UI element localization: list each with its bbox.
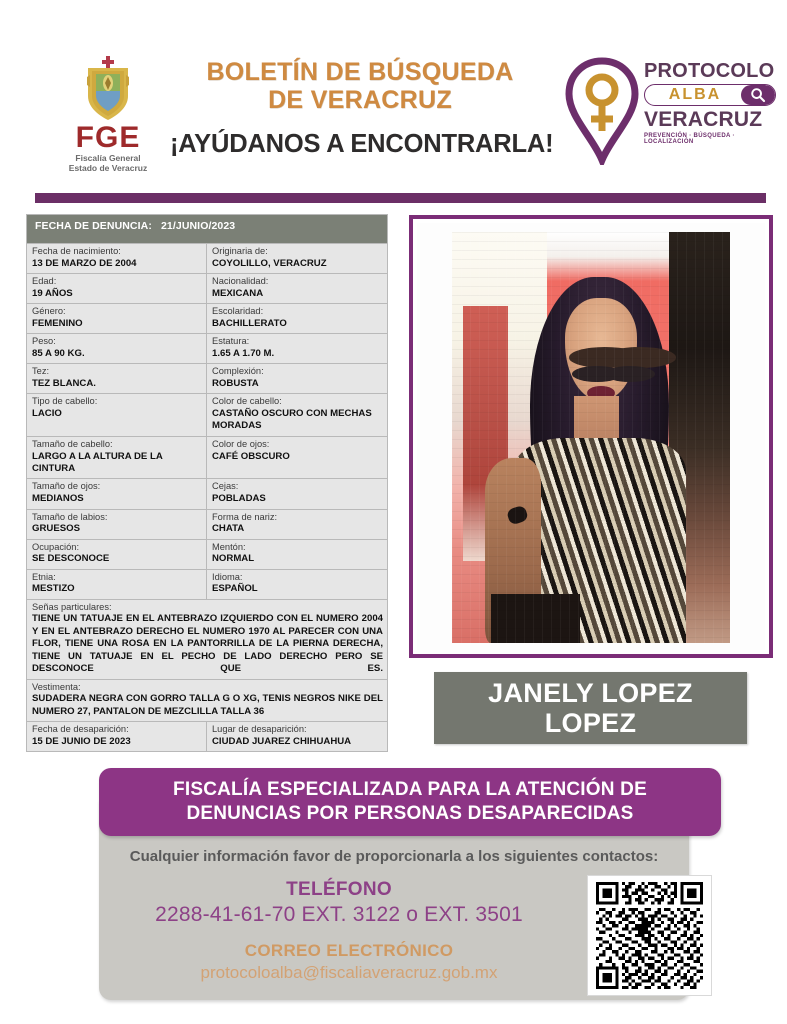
field-value: COYOLILLO, VERACRUZ — [212, 257, 327, 269]
table-cell — [27, 437, 207, 479]
field-value: MEDIANOS — [32, 493, 84, 505]
protocolo-alba-logo — [560, 55, 776, 167]
field-label: Tamaño de ojos: — [32, 481, 101, 492]
table-cell — [27, 479, 207, 508]
field-value: ROBUSTA — [212, 377, 259, 389]
field-label: Ocupación: — [32, 541, 80, 552]
field-value: 19 AÑOS — [32, 287, 73, 299]
field-value: LARGO A LA ALTURA DE LA CINTURA — [32, 450, 163, 475]
email-value[interactable]: protocoloalba@fiscaliaveracruz.gob.mx — [200, 963, 498, 982]
vestimenta-cell — [27, 680, 387, 722]
lugar-desaparicion-cell — [207, 722, 387, 751]
fiscalia-line1: FISCALÍA ESPECIALIZADA PARA LA ATENCIÓN DE — [173, 779, 647, 801]
alba-protocolo-text: PROTOCOLO — [644, 60, 775, 82]
missing-person-photo — [452, 232, 730, 643]
table-row — [27, 539, 387, 569]
fge-subtitle-line1: Fiscalía General — [75, 153, 141, 163]
field-value: TEZ BLANCA. — [32, 377, 96, 389]
senas-label: Señas particulares: — [32, 601, 112, 612]
field-label: Nacionalidad: — [212, 276, 269, 287]
fecha-desaparicion-label: Fecha de desaparición: — [32, 724, 129, 735]
table-cell — [207, 244, 387, 273]
table-header-report-date — [27, 215, 387, 243]
field-label: Etnia: — [32, 571, 56, 582]
page-header — [0, 0, 787, 186]
field-label: Color de ojos: — [212, 438, 270, 449]
table-row — [27, 363, 387, 393]
field-value: BACHILLERATO — [212, 317, 287, 329]
table-row — [27, 569, 387, 599]
field-label: Fecha de nacimiento: — [32, 246, 121, 256]
table-cell — [27, 244, 207, 273]
field-label: Forma de nariz: — [212, 511, 278, 522]
field-label: Cejas: — [212, 481, 239, 492]
table-row — [27, 333, 387, 363]
table-cell — [27, 364, 207, 393]
fecha-desaparicion-cell — [27, 722, 207, 751]
table-cell — [27, 394, 207, 436]
field-label: Tez: — [32, 366, 50, 377]
field-value: 85 A 90 KG. — [32, 347, 85, 359]
field-value: GRUESOS — [32, 523, 80, 535]
table-row — [27, 243, 387, 273]
table-cell — [207, 364, 387, 393]
field-value: 1.65 A 1.70 M. — [212, 347, 275, 359]
venus-location-pin-icon — [564, 57, 640, 170]
person-name-line1: JANELY LOPEZ — [488, 677, 693, 708]
telephone-value[interactable]: 2288-41-61-70 EXT. 3122 o EXT. 3501 — [155, 903, 523, 926]
field-label: Mentón: — [212, 541, 246, 552]
alba-tagline: PREVENCIÓN · BÚSQUEDA · LOCALIZACIÓN — [644, 133, 735, 145]
field-label: Color de cabello: — [212, 396, 282, 407]
table-cell — [207, 274, 387, 303]
field-value: ESPAÑOL — [212, 583, 258, 595]
field-label: Edad: — [32, 276, 57, 287]
field-value: CASTAÑO OSCURO CON MECHAS MORADAS — [212, 408, 372, 432]
field-label: Idioma: — [212, 571, 243, 582]
header-divider — [35, 193, 766, 203]
table-row — [27, 599, 387, 679]
table-row — [27, 679, 387, 722]
field-label: Escolaridad: — [212, 306, 264, 317]
field-label: Originaria de: — [212, 246, 268, 256]
table-row — [27, 303, 387, 333]
title-line-2: DE VERACRUZ — [268, 86, 452, 114]
photo-inner — [417, 223, 765, 650]
fge-subtitle-line2: Estado de Veracruz — [68, 162, 148, 173]
field-label: Tipo de cabello: — [32, 396, 98, 407]
person-details-table — [26, 214, 388, 752]
alba-pill — [644, 84, 776, 106]
lugar-desaparicion-value: CIUDAD JUAREZ CHIHUAHUA — [212, 735, 352, 747]
fge-acronym: FGE — [75, 121, 141, 154]
table-cell — [207, 334, 387, 363]
field-value: CAFÉ OBSCURO — [212, 450, 290, 462]
alba-veracruz-text: VERACRUZ — [644, 108, 763, 131]
field-value: FEMENINO — [32, 317, 83, 329]
veracruz-state-crest-icon — [80, 55, 136, 121]
search-icon — [741, 85, 775, 105]
photo-frame — [409, 215, 773, 658]
field-label: Tamaño de labios: — [32, 511, 108, 522]
table-cell — [207, 394, 387, 436]
person-name-banner — [434, 672, 747, 744]
report-date-label: FECHA DE DENUNCIA: — [35, 220, 152, 232]
table-row — [27, 393, 387, 436]
person-name-line2: LOPEZ — [544, 708, 637, 738]
field-label: Complexión: — [212, 366, 264, 377]
field-value: MESTIZO — [32, 583, 75, 595]
vestimenta-label: Vestimenta: — [32, 681, 81, 692]
table-row — [27, 509, 387, 539]
alba-word: ALBA — [668, 86, 722, 103]
senas-particulares-cell — [27, 600, 387, 679]
field-value: CHATA — [212, 523, 245, 535]
table-cell — [207, 540, 387, 569]
field-value: SE DESCONOCE — [32, 553, 110, 565]
table-cell — [27, 274, 207, 303]
fecha-desaparicion-value: 15 DE JUNIO DE 2023 — [32, 735, 131, 747]
vestimenta-value: SUDADERA NEGRA CON GORRO TALLA G O XG, TENIS NEGROS NIKE DEL NUMERO 27, PANTALON DE MEZCLILLA TALLA 36 — [32, 693, 383, 717]
senas-value: TIENE UN TATUAJE EN EL ANTEBRAZO IZQUIERDO CON EL NUMERO 2004 Y EN EL ANTEBRAZO DERECHO EL NUMERO 1970 AL PARECER CON UNA FLOR, TIENE UNA ROSA EN LA PANTORRILLA DE LA PIERNA DERECHA, TIENE UN TATUAJE EN EL PECHO DE LADO DERECHO PERO SE DESCONOCE QUE ES. — [32, 613, 383, 675]
field-label: Peso: — [32, 336, 56, 347]
field-value: MEXICANA — [212, 287, 264, 299]
bulletin-title — [170, 58, 554, 159]
field-label: Estatura: — [212, 336, 250, 347]
table-cell — [207, 479, 387, 508]
field-value: LACIO — [32, 408, 62, 419]
table-row — [27, 721, 387, 751]
table-cell — [27, 540, 207, 569]
table-cell — [27, 510, 207, 539]
field-value: NORMAL — [212, 553, 255, 565]
table-cell — [207, 510, 387, 539]
email-label: CORREO ELECTRÓNICO — [244, 941, 454, 960]
lugar-desaparicion-label: Lugar de desaparición: — [212, 724, 307, 735]
fge-logo — [46, 55, 170, 174]
fiscalia-banner — [99, 768, 721, 836]
report-date-value: 21/JUNIO/2023 — [160, 220, 236, 232]
help-headline: ¡AYÚDANOS A ENCONTRARLA! — [170, 130, 554, 158]
table-cell — [207, 304, 387, 333]
fiscalia-line2: DENUNCIAS POR PERSONAS DESAPARECIDAS — [186, 803, 634, 824]
telephone-label: TELÉFONO — [286, 879, 392, 900]
qr-code-icon[interactable] — [588, 876, 711, 995]
field-value: 13 DE MARZO DE 2004 — [32, 257, 137, 269]
table-cell — [207, 570, 387, 599]
field-label: Género: — [32, 306, 66, 317]
contact-lead-text: Cualquier información favor de proporcionarla a los siguientes contactos: — [129, 848, 659, 865]
table-cell — [27, 570, 207, 599]
field-value: POBLADAS — [212, 493, 266, 505]
table-cell — [207, 437, 387, 479]
table-row — [27, 436, 387, 479]
table-row — [27, 478, 387, 508]
table-cell — [27, 334, 207, 363]
table-cell — [27, 304, 207, 333]
table-row — [27, 273, 387, 303]
table-body — [27, 243, 387, 599]
field-label: Tamaño de cabello: — [32, 438, 113, 449]
title-line-1: BOLETÍN DE BÚSQUEDA — [206, 58, 514, 86]
